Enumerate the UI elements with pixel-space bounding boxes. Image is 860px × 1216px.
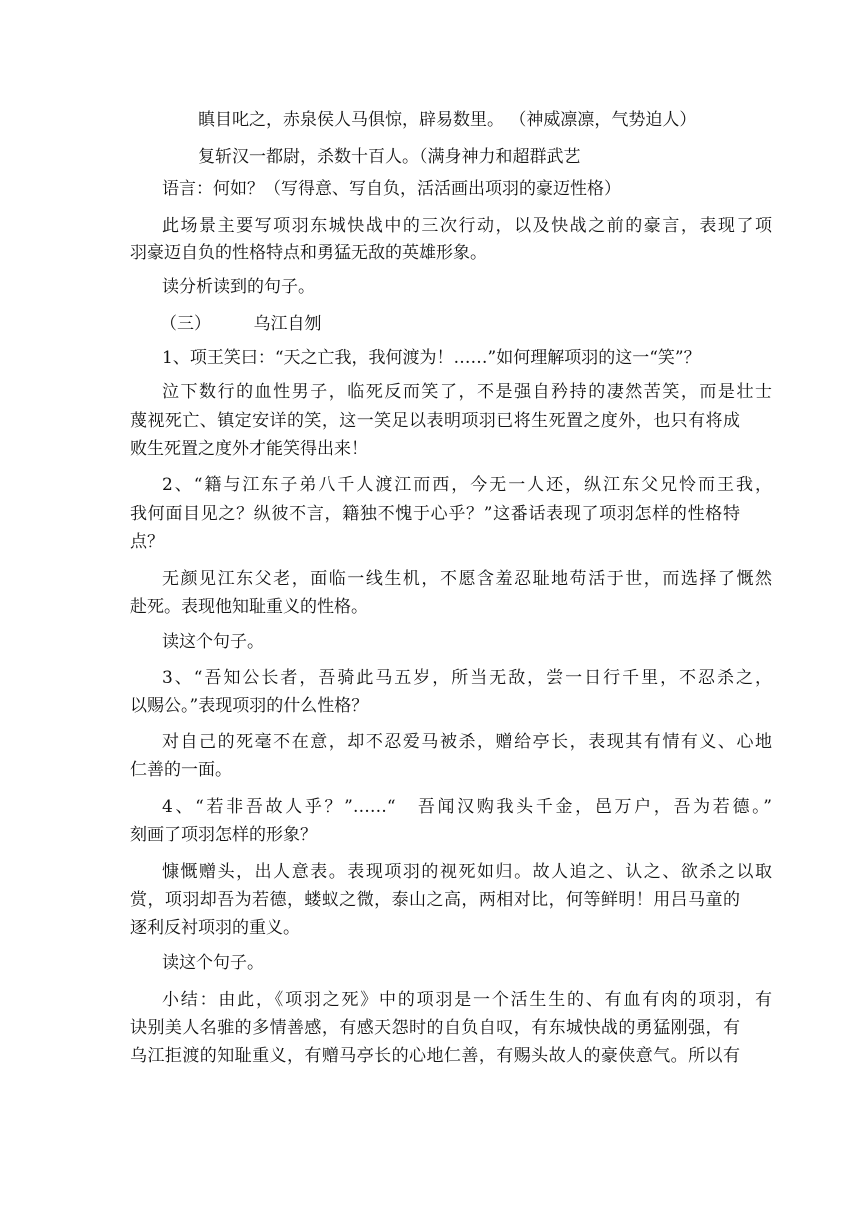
text-line: 慷慨赠头，出人意表。表现项羽的视死如归。故人追之、认之、欲杀之以取	[162, 862, 772, 882]
text-line: 读分析读到的句子。	[162, 277, 315, 297]
section-heading: （三） 乌江自刎	[160, 314, 322, 334]
text-line: 复斩汉一都尉，杀数十百人。（满身神力和超群武艺	[198, 147, 581, 167]
text-line: 以赐公。”表现项羽的什么性格？	[130, 696, 369, 716]
text-line: 泣下数行的血性男子，临死反而笑了，不是强自矜持的凄然苦笑，而是壮士	[162, 382, 772, 402]
text-line: 读这个句子。	[162, 632, 264, 652]
question-line: 1、项王笑曰：“天之亡我，我何渡为！……”如何理解项羽的这一“笑”？	[162, 348, 701, 368]
text-line: 对自己的死毫不在意，却不忍爱马被杀，赠给亭长，表现其有情有义、心地	[162, 732, 772, 752]
question-line: 2、“籍与江东子弟八千人渡江而西，今无一人还，纵江东父兄怜而王我，	[162, 475, 772, 495]
text-line: 赏，项羽却吾为若德，蝼蚁之微，泰山之高，两相对比，何等鲜明！用吕马童的	[130, 890, 740, 910]
summary-line: 乌江拒渡的知耻重义，有赠马亭长的心地仁善，有赐头故人的豪侠意气。所以有	[130, 1046, 740, 1066]
question-line: 3、“吾知公长者，吾骑此马五岁，所当无敌，尝一日行千里，不忍杀之，	[162, 668, 772, 688]
text-line: 仁善的一面。	[130, 760, 232, 780]
text-line: 羽豪迈自负的性格特点和勇猛无敌的英雄形象。	[130, 243, 487, 263]
text-line: 语言：何如？（写得意、写自负，活活画出项羽的豪迈性格）	[162, 179, 621, 199]
text-line: 此场景主要写项羽东城快战中的三次行动，以及快战之前的豪言，表现了项	[162, 216, 772, 236]
text-line: 瞋目叱之，赤泉侯人马俱惊，辟易数里。 （神威凛凛，气势迫人）	[198, 110, 697, 130]
text-line: 我何面目见之？纵彼不言，籍独不愧于心乎？”这番话表现了项羽怎样的性格特	[130, 504, 740, 524]
text-line: 读这个句子。	[162, 953, 264, 973]
summary-line: 诀别美人名骓的多情善感，有感天怨时的自负自叹，有东城快战的勇猛刚强，有	[130, 1018, 740, 1038]
summary-line: 小结：由此，《项羽之死》中的项羽是一个活生生的、有血有肉的项羽，有	[162, 990, 772, 1010]
text-line: 赴死。表现他知耻重义的性格。	[130, 597, 368, 617]
text-line: 点？	[130, 532, 164, 552]
text-line: 刻画了项羽怎样的形象？	[130, 825, 317, 845]
text-line: 败生死置之度外才能笑得出来！	[130, 439, 368, 459]
text-line: 逐利反衬项羽的重义。	[130, 918, 300, 938]
text-line: 蔑视死亡、镇定安详的笑，这一笑足以表明项羽已将生死置之度外，也只有将成	[130, 411, 740, 431]
text-line: 无颜见江东父老，面临一线生机，不愿含羞忍耻地苟活于世，而选择了慨然	[162, 569, 772, 589]
question-line: 4、“若非吾故人乎？”……“ 吾闻汉购我头千金，邑万户，吾为若德。”	[162, 797, 772, 817]
